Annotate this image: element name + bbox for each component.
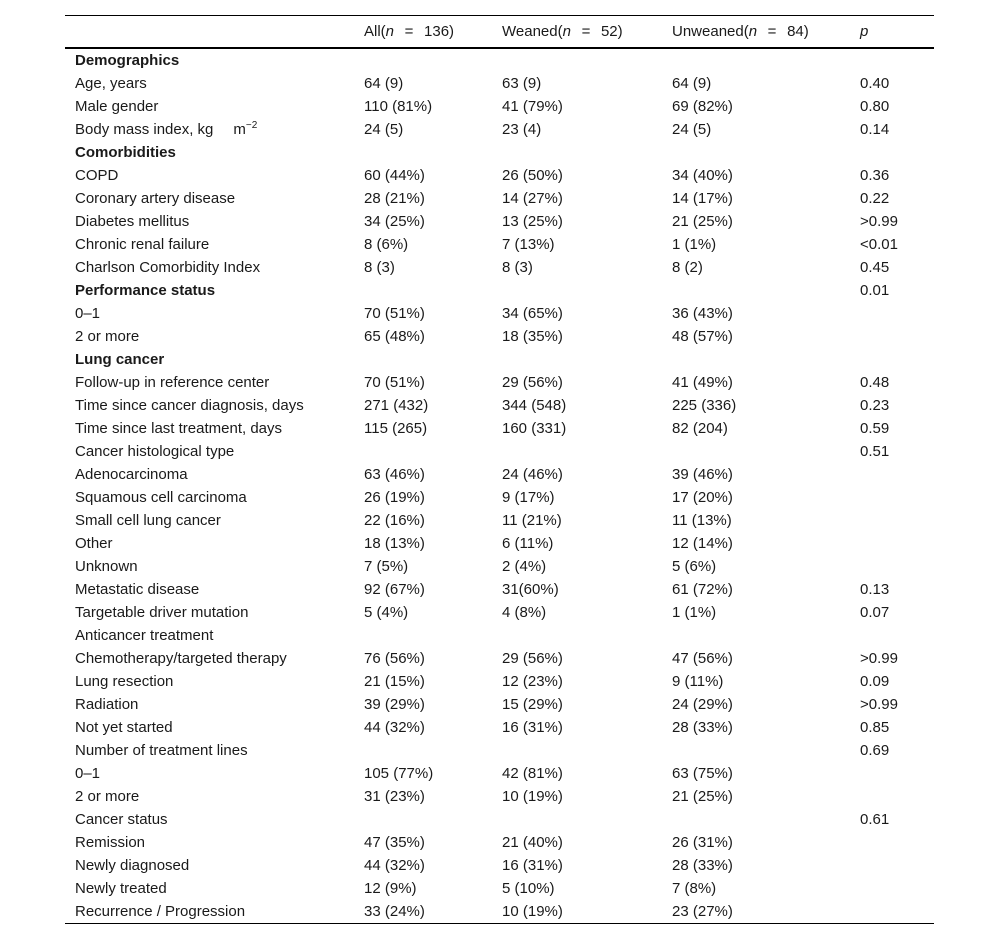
row-label: Newly treated <box>75 880 167 897</box>
cell-all: 271 (432) <box>364 397 429 414</box>
table-row <box>65 693 934 716</box>
cell-weaned: 10 (19%) <box>502 788 563 805</box>
cell-unweaned: 41 (49%) <box>672 374 733 391</box>
row-label: Adenocarcinoma <box>75 466 188 483</box>
cell-all: 39 (29%) <box>364 696 425 713</box>
table-row <box>65 118 934 141</box>
row-label: Charlson Comorbidity Index <box>75 259 261 276</box>
cell-p-value: 0.14 <box>860 121 890 138</box>
row-label: Number of treatment lines <box>75 742 248 759</box>
cell-weaned: 42 (81%) <box>502 765 563 782</box>
cell-weaned: 63 (9) <box>502 75 542 92</box>
cell-all: 26 (19%) <box>364 489 425 506</box>
row-label: Demographics <box>75 52 180 69</box>
section-header-row <box>65 141 934 164</box>
table-row <box>65 785 934 808</box>
cell-unweaned: 12 (14%) <box>672 535 733 552</box>
cell-p-value: 0.36 <box>860 167 890 184</box>
cell-all: 63 (46%) <box>364 466 425 483</box>
cell-all: 65 (48%) <box>364 328 425 345</box>
table-row <box>65 509 934 532</box>
cell-all: 115 (265) <box>364 420 428 437</box>
cell-weaned: 7 (13%) <box>502 236 555 253</box>
table-row <box>65 486 934 509</box>
cell-unweaned: 17 (20%) <box>672 489 733 506</box>
row-label: Time since cancer diagnosis, days <box>75 397 304 414</box>
cell-all: 8 (3) <box>364 259 395 276</box>
cell-unweaned: 7 (8%) <box>672 880 717 897</box>
cell-weaned: 12 (23%) <box>502 673 563 690</box>
cell-weaned: 160 (331) <box>502 420 567 437</box>
header-p-value: p <box>860 23 869 40</box>
cell-unweaned: 61 (72%) <box>672 581 733 598</box>
cell-unweaned: 47 (56%) <box>672 650 733 667</box>
cell-unweaned: 64 (9) <box>672 75 712 92</box>
cell-p-value: 0.45 <box>860 259 890 276</box>
cell-weaned: 21 (40%) <box>502 834 563 851</box>
cell-unweaned: 28 (33%) <box>672 857 733 874</box>
table-row <box>65 394 934 417</box>
row-label: 2 or more <box>75 788 140 805</box>
cell-all: 33 (24%) <box>364 903 425 920</box>
table-row <box>65 371 934 394</box>
cell-all: 92 (67%) <box>364 581 425 598</box>
cell-weaned: 15 (29%) <box>502 696 563 713</box>
row-label: Lung resection <box>75 673 174 690</box>
row-label: Metastatic disease <box>75 581 200 598</box>
cell-weaned: 16 (31%) <box>502 857 563 874</box>
row-label: Age, years <box>75 75 147 92</box>
table-row <box>65 325 934 348</box>
row-label: Cancer histological type <box>75 443 235 460</box>
cell-p-value: 0.59 <box>860 420 890 437</box>
cell-unweaned: 34 (40%) <box>672 167 733 184</box>
cell-unweaned: 1 (1%) <box>672 236 717 253</box>
row-label: Targetable driver mutation <box>75 604 249 621</box>
cell-all: 110 (81%) <box>364 98 433 115</box>
cell-all: 8 (6%) <box>364 236 409 253</box>
cell-all: 18 (13%) <box>364 535 425 552</box>
cell-p-value: 0.07 <box>860 604 890 621</box>
header-weaned: Weaned(n = 52) <box>502 23 623 40</box>
table-row <box>65 854 934 877</box>
section-header-row <box>65 49 934 72</box>
row-label: Coronary artery disease <box>75 190 236 207</box>
cell-all: 12 (9%) <box>364 880 417 897</box>
cell-weaned: 344 (548) <box>502 397 567 414</box>
row-label: Recurrence / Progression <box>75 903 246 920</box>
table-row <box>65 164 934 187</box>
table-row <box>65 72 934 95</box>
cell-all: 7 (5%) <box>364 558 409 575</box>
table-row <box>65 555 934 578</box>
cell-weaned: 26 (50%) <box>502 167 563 184</box>
cell-p-value: 0.51 <box>860 443 890 460</box>
table-row <box>65 532 934 555</box>
table-row <box>65 762 934 785</box>
cell-weaned: 8 (3) <box>502 259 533 276</box>
row-label: 0–1 <box>75 765 101 782</box>
table-row <box>65 808 934 831</box>
table-header-row <box>65 16 934 47</box>
row-label: Not yet started <box>75 719 173 736</box>
cell-unweaned: 28 (33%) <box>672 719 733 736</box>
cell-weaned: 23 (4) <box>502 121 542 138</box>
cell-unweaned: 82 (204) <box>672 420 728 437</box>
row-label: Chemotherapy/targeted therapy <box>75 650 287 667</box>
cell-weaned: 13 (25%) <box>502 213 563 230</box>
cell-p-value: 0.85 <box>860 719 890 736</box>
cell-weaned: 4 (8%) <box>502 604 547 621</box>
cell-weaned: 2 (4%) <box>502 558 547 575</box>
row-label: Comorbidities <box>75 144 176 161</box>
row-label: Follow-up in reference center <box>75 374 270 391</box>
cell-all: 22 (16%) <box>364 512 425 529</box>
cell-weaned: 18 (35%) <box>502 328 563 345</box>
row-label: Male gender <box>75 98 159 115</box>
row-label: Remission <box>75 834 146 851</box>
cell-all: 5 (4%) <box>364 604 409 621</box>
cell-all: 64 (9) <box>364 75 404 92</box>
cell-all: 34 (25%) <box>364 213 425 230</box>
cell-p-value: 0.22 <box>860 190 890 207</box>
cell-all: 76 (56%) <box>364 650 425 667</box>
cell-weaned: 14 (27%) <box>502 190 563 207</box>
cell-p-value: 0.69 <box>860 742 890 759</box>
row-label: Radiation <box>75 696 139 713</box>
table-row <box>65 463 934 486</box>
row-label: Diabetes mellitus <box>75 213 190 230</box>
cell-all: 47 (35%) <box>364 834 425 851</box>
row-label: Time since last treatment, days <box>75 420 283 437</box>
cell-p-value: 0.48 <box>860 374 890 391</box>
cell-unweaned: 69 (82%) <box>672 98 733 115</box>
cell-p-value: >0.99 <box>860 213 898 230</box>
cell-unweaned: 24 (29%) <box>672 696 733 713</box>
cell-unweaned: 26 (31%) <box>672 834 733 851</box>
table-row <box>65 95 934 118</box>
row-label: Chronic renal failure <box>75 236 210 253</box>
cell-unweaned: 21 (25%) <box>672 788 733 805</box>
row-label: Cancer status <box>75 811 168 828</box>
cell-p-value: >0.99 <box>860 696 898 713</box>
cell-weaned: 16 (31%) <box>502 719 563 736</box>
table-row <box>65 417 934 440</box>
cell-unweaned: 1 (1%) <box>672 604 717 621</box>
row-label: Anticancer treatment <box>75 627 214 644</box>
row-label: Other <box>75 535 113 552</box>
cell-weaned: 9 (17%) <box>502 489 555 506</box>
row-label: Body mass index, kg $m^{-2}$ <box>75 120 258 138</box>
cell-unweaned: 23 (27%) <box>672 903 733 920</box>
table-row <box>65 624 934 647</box>
cell-p-value: 0.23 <box>860 397 890 414</box>
cell-p-value: 0.61 <box>860 811 890 828</box>
row-label: Unknown <box>75 558 138 575</box>
cell-unweaned: 24 (5) <box>672 121 712 138</box>
cell-unweaned: 48 (57%) <box>672 328 733 345</box>
table-row <box>65 877 934 900</box>
cell-weaned: 29 (56%) <box>502 374 563 391</box>
row-label: 0–1 <box>75 305 101 322</box>
table-row <box>65 256 934 279</box>
cell-weaned: 34 (65%) <box>502 305 563 322</box>
cell-all: 28 (21%) <box>364 190 425 207</box>
cell-all: 24 (5) <box>364 121 404 138</box>
section-header-row <box>65 348 934 371</box>
table-bottom-rule <box>65 923 934 924</box>
cell-p-value: 0.09 <box>860 673 890 690</box>
row-label: Small cell lung cancer <box>75 512 221 529</box>
cell-all: 31 (23%) <box>364 788 425 805</box>
cell-all: 70 (51%) <box>364 305 425 322</box>
cell-p-value: 0.13 <box>860 581 890 598</box>
cell-weaned: 10 (19%) <box>502 903 563 920</box>
table-row <box>65 831 934 854</box>
cell-weaned: 31(60%) <box>502 581 559 598</box>
header-all: All(n = 136) <box>364 23 455 40</box>
cell-p-value: 0.01 <box>860 282 890 299</box>
cell-all: 105 (77%) <box>364 765 434 782</box>
cell-weaned: 29 (56%) <box>502 650 563 667</box>
row-label: Squamous cell carcinoma <box>75 489 247 506</box>
table-row <box>65 647 934 670</box>
row-label: Performance status <box>75 282 216 299</box>
table-body <box>65 49 934 923</box>
cell-unweaned: 5 (6%) <box>672 558 717 575</box>
table-row <box>65 210 934 233</box>
baseline-characteristics-table <box>65 15 934 924</box>
cell-all: 21 (15%) <box>364 673 425 690</box>
header-unweaned: Unweaned(n = 84) <box>672 23 809 40</box>
table-row <box>65 739 934 762</box>
cell-all: 70 (51%) <box>364 374 425 391</box>
table-row <box>65 233 934 256</box>
table-row <box>65 716 934 739</box>
cell-p-value: >0.99 <box>860 650 898 667</box>
row-label: COPD <box>75 167 119 184</box>
cell-p-value: 0.40 <box>860 75 890 92</box>
cell-unweaned: 11 (13%) <box>672 512 732 529</box>
cell-weaned: 24 (46%) <box>502 466 563 483</box>
cell-unweaned: 9 (11%) <box>672 673 724 690</box>
cell-unweaned: 36 (43%) <box>672 305 733 322</box>
cell-unweaned: 14 (17%) <box>672 190 733 207</box>
table-row <box>65 578 934 601</box>
row-label: 2 or more <box>75 328 140 345</box>
cell-unweaned: 21 (25%) <box>672 213 733 230</box>
table-row <box>65 302 934 325</box>
cell-unweaned: 8 (2) <box>672 259 703 276</box>
table-row <box>65 601 934 624</box>
table-row <box>65 187 934 210</box>
table-row <box>65 670 934 693</box>
cell-weaned: 41 (79%) <box>502 98 563 115</box>
cell-weaned: 11 (21%) <box>502 512 562 529</box>
cell-unweaned: 39 (46%) <box>672 466 733 483</box>
cell-weaned: 5 (10%) <box>502 880 555 897</box>
table-row <box>65 900 934 923</box>
cell-unweaned: 225 (336) <box>672 397 737 414</box>
cell-p-value: 0.80 <box>860 98 890 115</box>
cell-unweaned: 63 (75%) <box>672 765 733 782</box>
cell-weaned: 6 (11%) <box>502 535 554 552</box>
cell-all: 44 (32%) <box>364 719 425 736</box>
row-label: Newly diagnosed <box>75 857 190 874</box>
cell-all: 44 (32%) <box>364 857 425 874</box>
row-label: Lung cancer <box>75 351 165 368</box>
section-header-row <box>65 279 934 302</box>
table-row <box>65 440 934 463</box>
cell-p-value: <0.01 <box>860 236 898 253</box>
cell-all: 60 (44%) <box>364 167 425 184</box>
